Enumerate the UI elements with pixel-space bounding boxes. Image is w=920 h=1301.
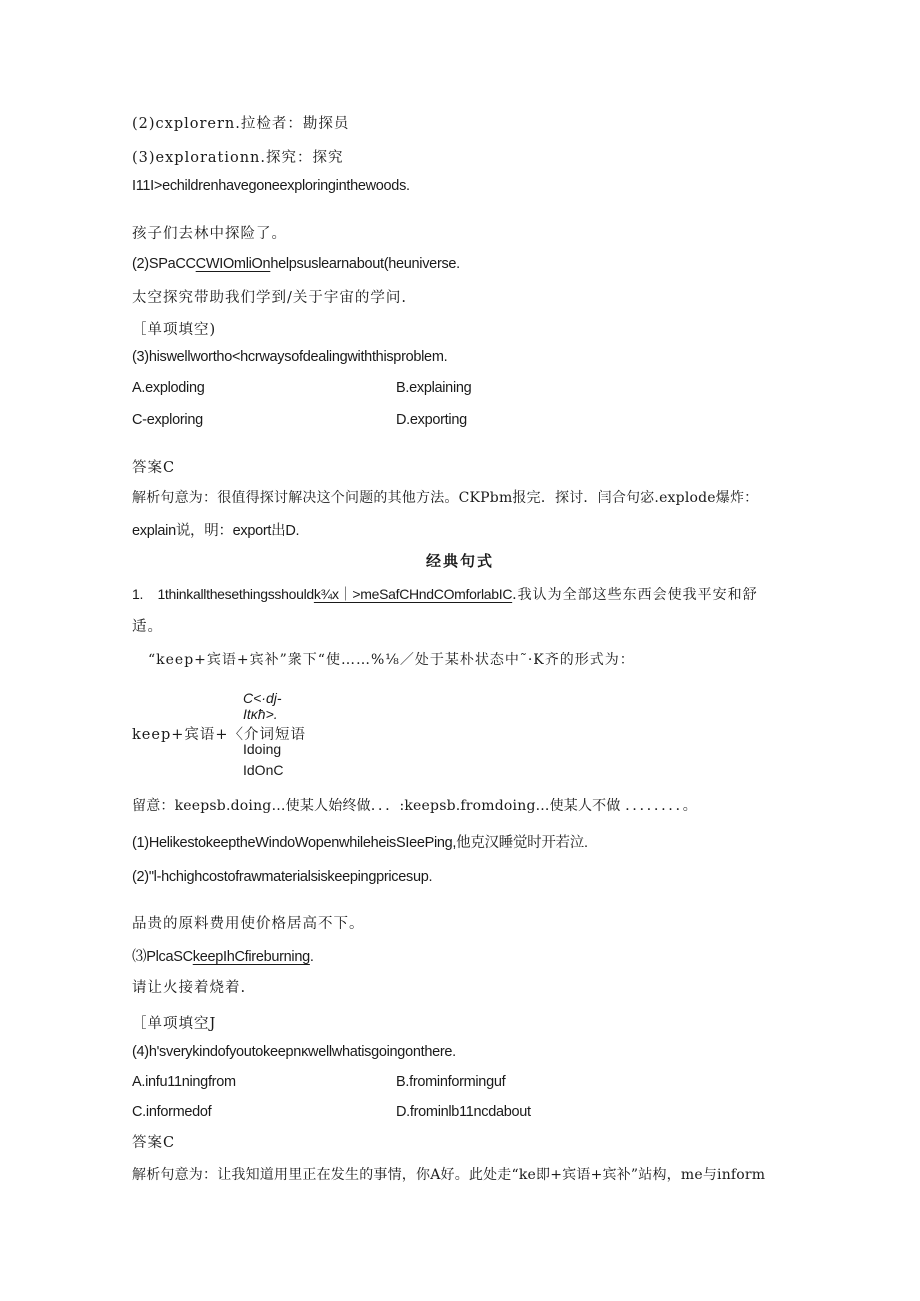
analysis-1-cont: explain说，明：export出D. <box>132 523 300 539</box>
option-b: B.explaining <box>396 380 472 396</box>
example-keep-1: (1)HelikestokeeptheWindoWopenwhileheisSIeePing,他克汉睡觉时开若泣. <box>132 835 588 851</box>
example-sentence-1: I11I>echildrenhavegoneexploringinthewoods. <box>132 178 410 194</box>
translation-2: 太空探究带助我们学到/关于宇宙的学问. <box>132 290 407 306</box>
structure-option-doing: Idoing <box>243 741 282 757</box>
exercise-question-3: (3)hiswellwortho<hcrwaysofdealingwiththisproblem. <box>132 349 448 365</box>
exercise-question-4: (4)h'sverykindofyoutokeepnκwellwhatisgoingonthere. <box>132 1044 456 1060</box>
key-sentence-1-cont: 适。 <box>132 619 163 635</box>
structure-option-adv: Itκħ>. <box>243 706 278 722</box>
underlined-phrase: CWIOmliOn <box>195 256 271 272</box>
option-d: D.frominlb11ncdabout <box>396 1104 531 1120</box>
option-c: C-exploring <box>132 412 203 428</box>
example-keep-2: (2)"l-hchighcostofrawmaterialsiskeepingpricesup. <box>132 869 433 885</box>
translation-keep-3: 请让火接着烧着. <box>132 980 247 996</box>
key-sentence-1 <box>132 584 758 604</box>
answer-1: 答案C <box>132 460 176 476</box>
key-sentence-1-start: 1thinkallthesethingsshould <box>157 586 314 602</box>
option-d: D.exporting <box>396 412 467 428</box>
underlined-phrase: keepIhCfireburning <box>192 949 310 965</box>
example-sentence-2-start: (2)SPaCC <box>132 256 196 272</box>
vocab-line-exploration: (3)explorationn.探究：探究 <box>132 150 344 166</box>
option-a: A.exploding <box>132 380 205 396</box>
underlined-phrase: k¾x｜>meSafCHndCOmforlabIC <box>313 586 513 602</box>
example-sentence-2 <box>132 256 460 272</box>
attention-note: 留意：keepsb.doing…使某人始终做．．．:keepsb.fromdoing...使某人不做 ．．．．．．．．。 <box>132 798 698 814</box>
answer-2: 答案C <box>132 1135 176 1151</box>
item-number: 1. <box>132 586 144 602</box>
grammar-note: “keep+宾语+宾补”衆下“使……%⅛／处于某朴状态中˜·K齐的形式为： <box>148 652 635 668</box>
exercise-heading-2: ［单项填空J <box>132 1016 217 1032</box>
analysis-1: 解析句意为：很值得探讨解决这个问题的其他方法。CKPbm报完．探讨．闫合句宓.explode爆炸： <box>132 490 759 506</box>
section-title: 经典句式 <box>425 552 494 570</box>
translation-keep-2: 品贵的原料费用使价格居高不下。 <box>132 916 365 932</box>
option-b: B.frominforminguf <box>396 1074 506 1090</box>
translation-1: 孩子们去林中探险了。 <box>132 226 287 242</box>
example-sentence-2-end: helpsuslearnabout(heuniverse. <box>270 256 460 272</box>
example-keep-3-end: . <box>309 949 314 965</box>
example-keep-3 <box>132 945 314 966</box>
structure-option-adj: C<·dj- <box>243 690 282 706</box>
vocab-line-explorer: (2)cxplorern.拉检者：勘探员 <box>132 116 350 132</box>
structure-formula: keep+宾语+〈介词短语 <box>132 727 307 743</box>
example-keep-3-start: ⑶PlcaSC <box>132 949 193 965</box>
analysis-2: 解析句意为：让我知道用里正在发生的事情，你A好。此处走“ke即+宾语+宾补”站构，me与inform <box>132 1167 766 1183</box>
exercise-heading-1: ［单项填空) <box>132 322 217 338</box>
option-c: C.informedof <box>132 1104 212 1120</box>
structure-option-done: IdOnC <box>243 762 284 778</box>
key-sentence-1-translation: .我认为全部这些东西会使我平安和舒 <box>512 587 758 603</box>
option-a: A.infu11ningfrom <box>132 1074 236 1090</box>
